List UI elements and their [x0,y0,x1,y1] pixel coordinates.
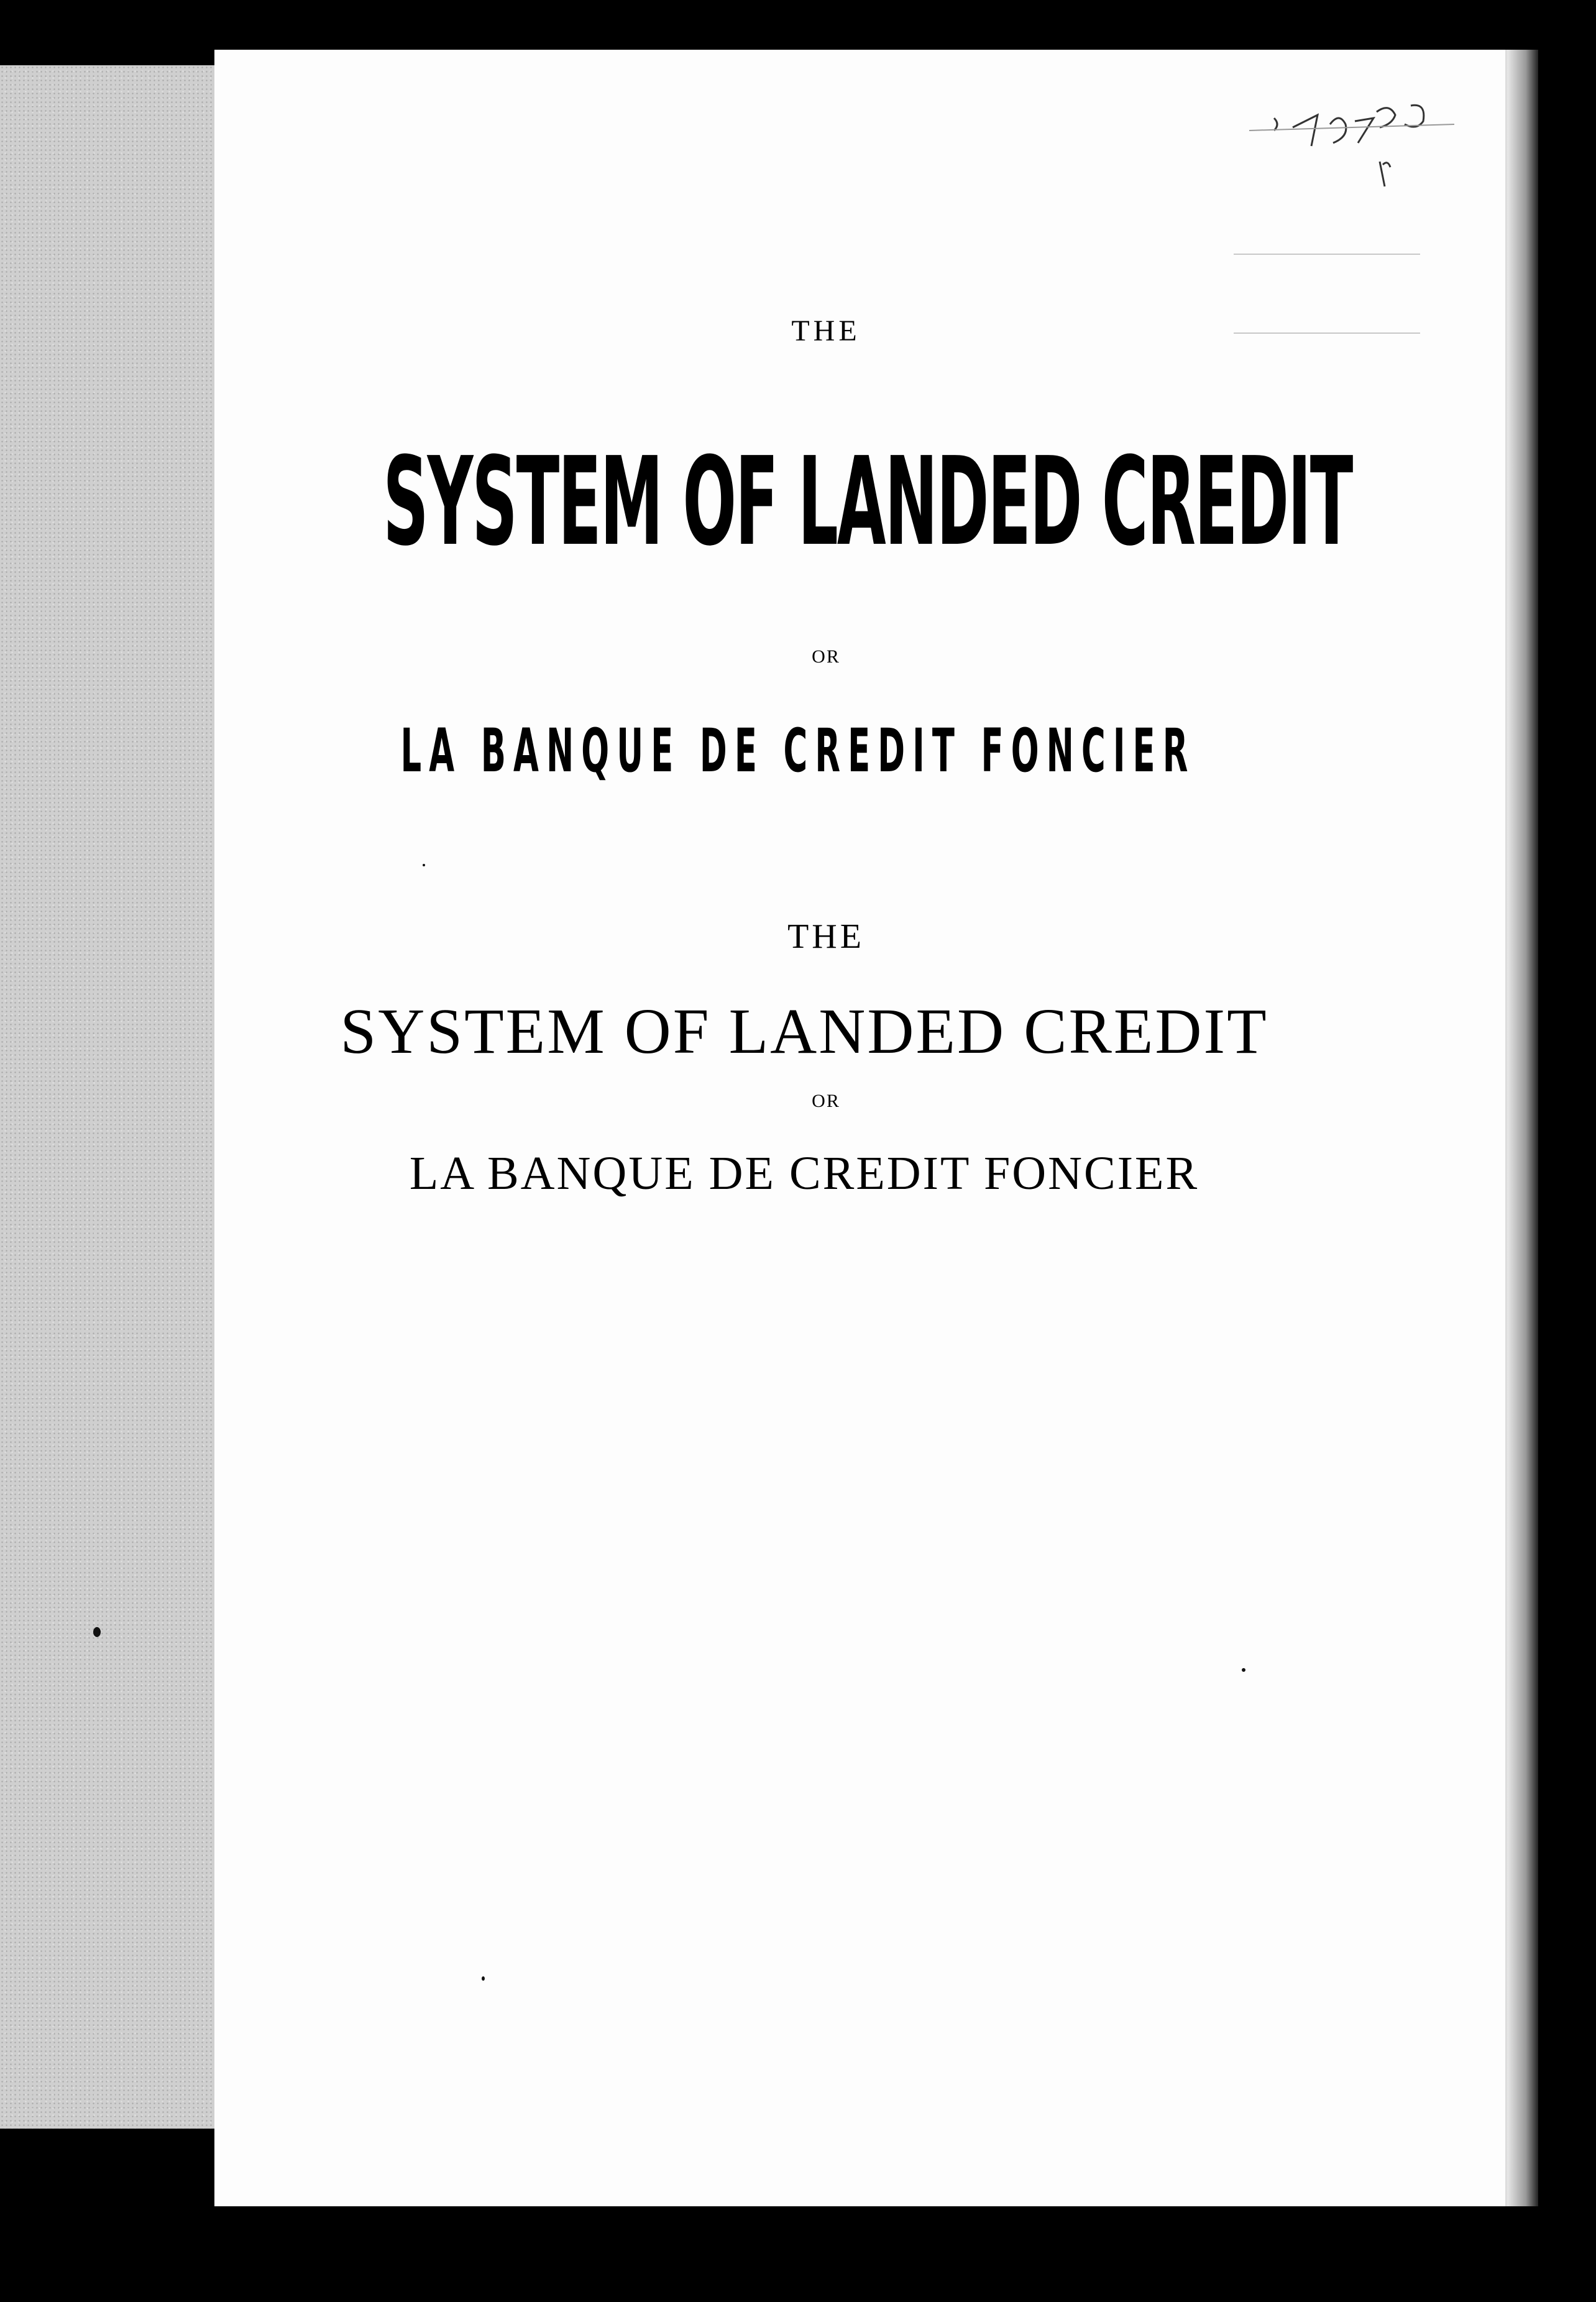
heading-or-small: OR [812,1091,840,1111]
scan-speck [423,864,425,866]
heading-the-small: THE [787,917,864,956]
heading-subtitle-small: LA BANQUE DE CREDIT FONCIER [409,1147,1199,1199]
heading-title-large-wrap [0,431,1596,573]
heading-the-large: THE [791,314,861,347]
heading-or-large: OR [812,646,840,667]
scan-speck [93,1627,101,1637]
scan-speck [1242,1668,1245,1672]
handwritten-catalog-mark [1249,93,1454,205]
heading-subtitle-large-wrap [0,716,1596,789]
heading-title-large: SYSTEM OF LANDED CREDIT [383,431,1352,573]
page-edge-shadow [1507,50,1538,2206]
heading-subtitle-large: LA BANQUE DE CREDIT FONCIER [400,716,1196,786]
scan-speck [482,1976,485,1981]
title-page [214,50,1507,2206]
heading-title-small: SYSTEM OF LANDED CREDIT [340,996,1268,1067]
ruled-line [1234,254,1420,255]
